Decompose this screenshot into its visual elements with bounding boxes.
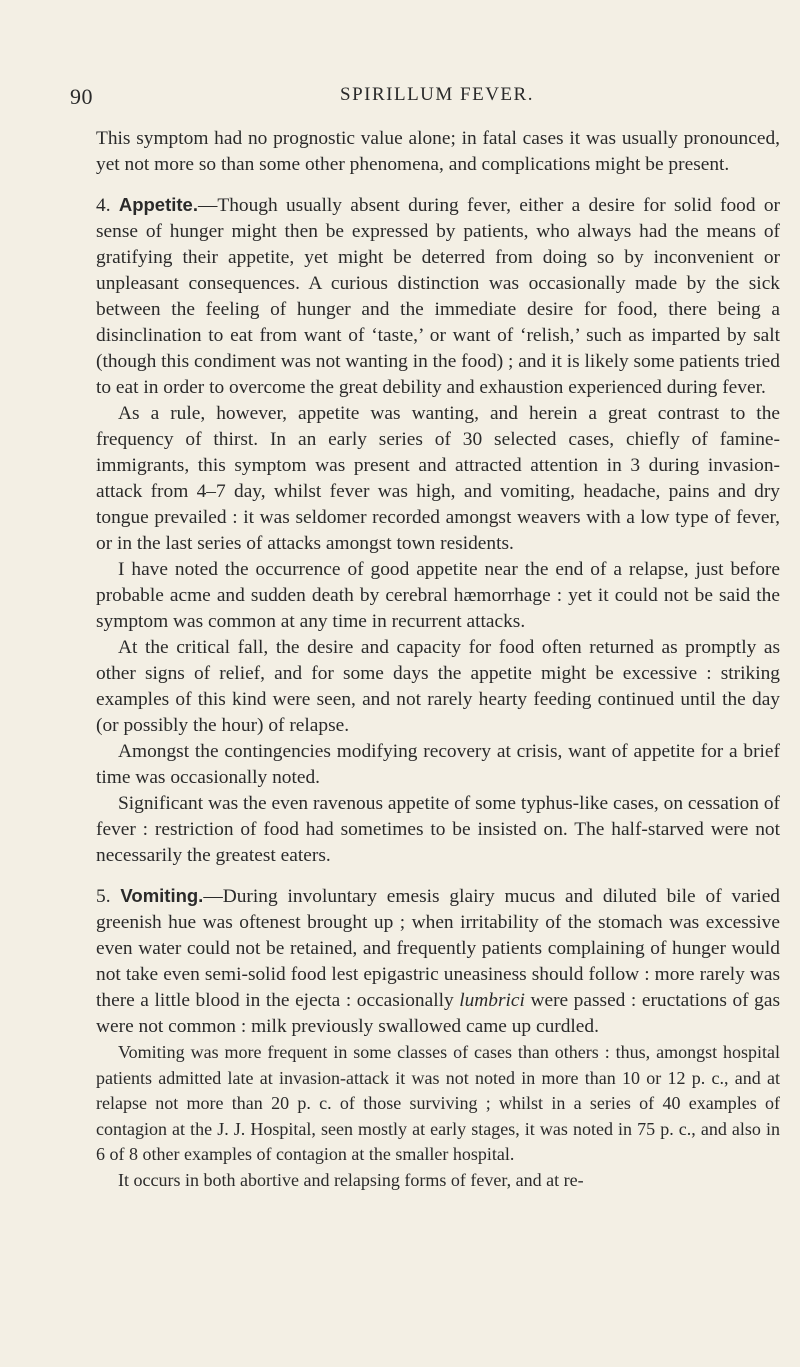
italic-term: lumbrici bbox=[459, 990, 525, 1011]
paragraph-vomiting-frequency: Vomiting was more frequent in some classes of cases than others : thus, amongst hospital patients admitted late at invasion-attack it was not noted in more than 10 or 12 p. c., and at relapse not more than 20 p. c. of those surviving ; whilst in a series of 40 examples of contagion at the J. J. Hospital, seen mostly at early stages, it was noted in 75 p. c., and also in 6 of 8 other examples of contagion at the smaller hospital. bbox=[96, 1042, 780, 1165]
section-text-appetite: —Though usually absent during fever, either a desire for solid food or sense of hunger might then be expressed by patients, who always had the means of gratifying their appetite, yet might be deterred from doing so by inconvenient or unpleasant consequences. A curious distinction was occasionally made by the sick between the feeling of hunger and the immediate desire for food, there being a disinclination to eat from want of ‘taste,’ or want of ‘relish,’ such as imparted by salt (though this condiment was not wanting in the food) ; and it is likely some patients tried to eat in order to overcome the great debility and exhaustion experienced during fever. bbox=[96, 195, 780, 398]
section-number: 5. bbox=[96, 886, 111, 907]
paragraph-abortive-forms: It occurs in both abortive and relapsing forms of fever, and at re- bbox=[118, 1169, 584, 1190]
section-text-vomiting-a: —During involuntary emesis glairy mucus and diluted bile of varied greenish hue was oftenest brought up ; when irritability of the stomach was excessive even water could not be retained, and frequently patients complaining of hunger would not take even semi-solid food lest epigastric uneasiness should follow : more rarely was there a little blood in the ejecta : occasionally bbox=[96, 886, 780, 1011]
section-text-vomiting-b: were passed : eructations of gas were not common : milk previously swallowed came up curdled. bbox=[96, 990, 780, 1037]
paragraph-ravenous-appetite: Significant was the even ravenous appetite of some typhus-like cases, on cessation of fever : restriction of food had sometimes to be insisted on. The half-starved were not necessarily the greatest eaters. bbox=[96, 793, 780, 866]
paragraph-relapse-appetite: I have noted the occurrence of good appetite near the end of a relapse, just before probable acme and sudden death by cerebral hæmorrhage : yet it could not be said the symptom was common at any time in recurrent attacks. bbox=[96, 559, 780, 632]
section-heading-vomiting: Vomiting. bbox=[120, 885, 204, 906]
page-body bbox=[96, 126, 780, 1194]
paragraph-symptom-prognosis: This symptom had no prognostic value alone; in fatal cases it was usually pronounced, yet not more so than some other phenomena, and complications might be present. bbox=[96, 128, 780, 175]
paragraph-appetite-rule: As a rule, however, appetite was wanting, and herein a great contrast to the frequency of thirst. In an early series of 30 selected cases, chiefly of famine-immigrants, this symptom was present and attracted attention in 3 during invasion-attack from 4–7 day, whilst fever was high, and vomiting, headache, pains and dry tongue prevailed : it was seldomer recorded amongst weavers with a low type of fever, or in the last series of attacks amongst town residents. bbox=[96, 403, 780, 554]
section-vomiting bbox=[96, 883, 780, 1040]
section-appetite bbox=[96, 192, 780, 401]
running-title: SPIRILLUM FEVER. bbox=[340, 84, 534, 105]
paragraph-critical-fall: At the critical fall, the desire and capacity for food often returned as promptly as other signs of relief, and for some days the appetite might be excessive : striking examples of this kind were seen, and not rarely hearty feeding continued until the day (or possibly the hour) of relapse. bbox=[96, 637, 780, 736]
page-number: 90 bbox=[70, 84, 93, 109]
section-heading-appetite: Appetite. bbox=[118, 194, 198, 215]
page-header bbox=[70, 84, 750, 114]
section-number: 4. bbox=[96, 195, 111, 216]
paragraph-contingencies: Amongst the contingencies modifying recovery at crisis, want of appetite for a brief time was occasionally noted. bbox=[96, 741, 780, 788]
